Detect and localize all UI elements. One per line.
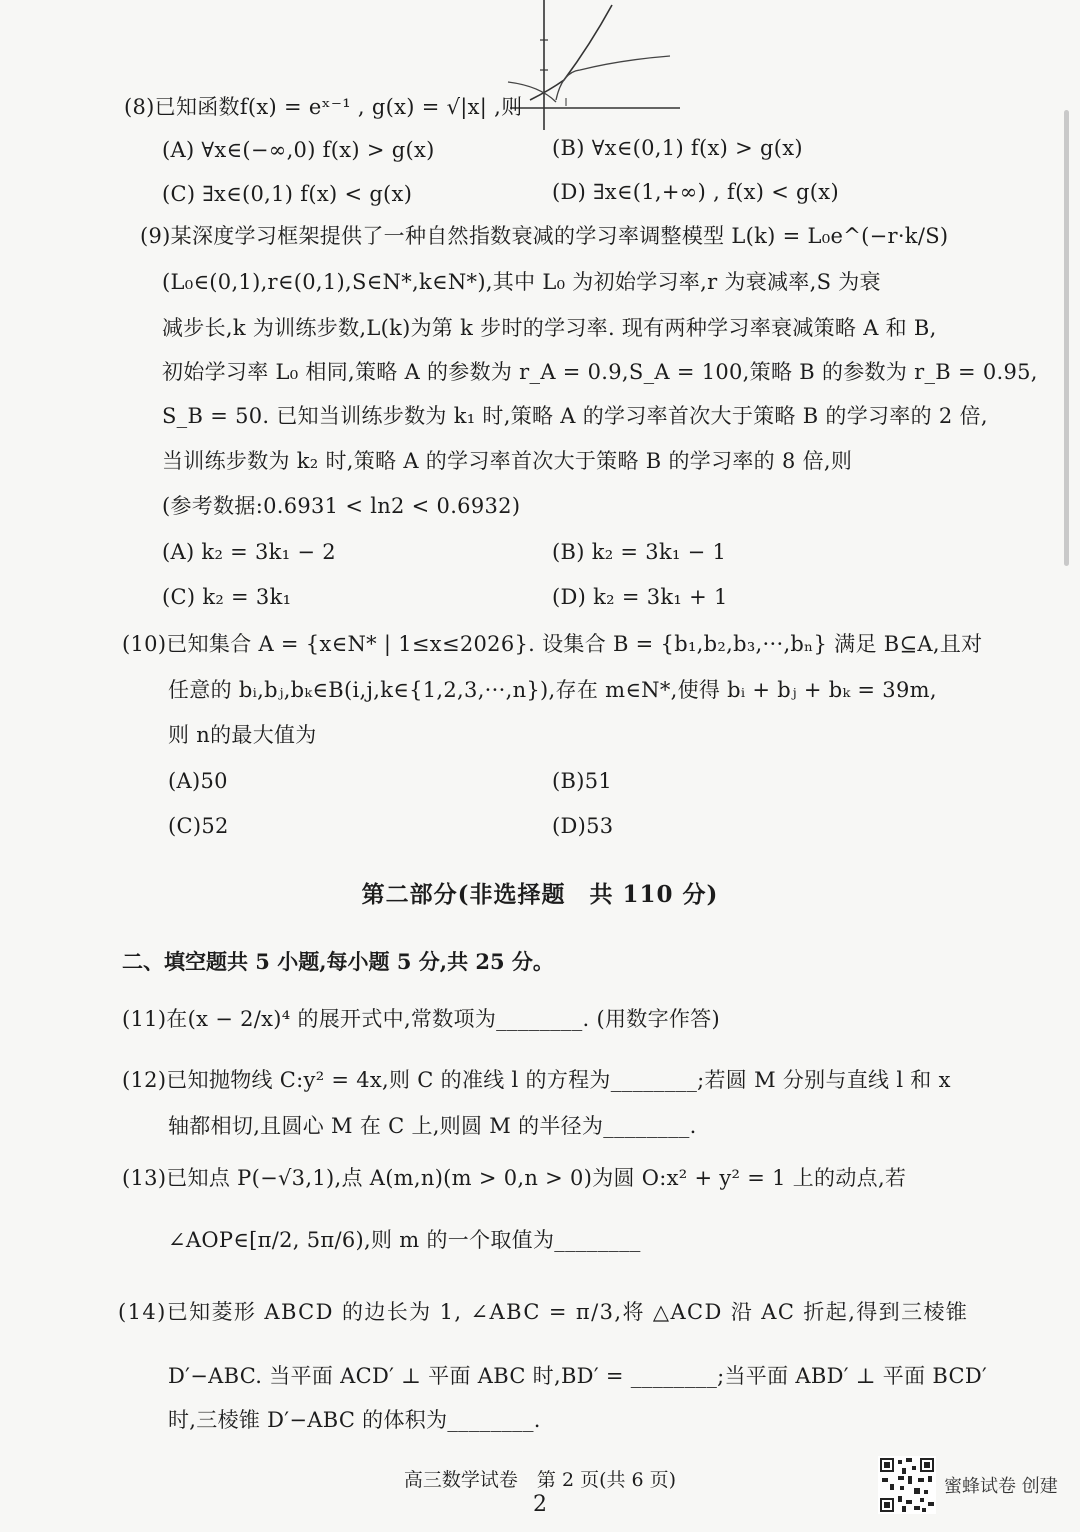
- q8-option-d: (D) ∃x∈(1,+∞) , f(x) < g(x): [552, 180, 839, 204]
- q13-line1: (13)已知点 P(−√3,1),点 A(m,n)(m > 0,n > 0)为圆 O:x² + y² = 1 上的动点,若: [122, 1166, 907, 1190]
- q8-option-a: (A) ∀x∈(−∞,0) f(x) > g(x): [162, 138, 435, 162]
- q10-line2: 任意的 bᵢ,bⱼ,bₖ∈B(i,j,k∈{1,2,3,···,n}),存在 m∈N*,使得 bᵢ + bⱼ + bₖ = 39m,: [168, 678, 937, 702]
- q8-option-c: (C) ∃x∈(0,1) f(x) < g(x): [162, 182, 413, 206]
- q10-option-c: (C)52: [168, 814, 229, 838]
- fill-in-section-title: 二、填空题共 5 小题,每小题 5 分,共 25 分。: [122, 949, 554, 974]
- q14-line3: 时,三棱锥 D′−ABC 的体积为________.: [168, 1408, 541, 1432]
- q9-line1: (9)某深度学习框架提供了一种自然指数衰减的学习率调整模型 L(k) = L₀e^(−r·k/S): [140, 224, 949, 248]
- qr-code-icon: [878, 1456, 936, 1514]
- q13-line2: ∠AOP∈[π/2, 5π/6),则 m 的一个取值为________: [168, 1228, 641, 1252]
- q12-line2: 轴都相切,且圆心 M 在 C 上,则圆 M 的半径为________.: [168, 1114, 697, 1138]
- q10-option-b: (B)51: [552, 769, 613, 793]
- q9-option-a: (A) k₂ = 3k₁ − 2: [162, 540, 336, 564]
- q9-option-b: (B) k₂ = 3k₁ − 1: [552, 540, 727, 564]
- q10-line1: (10)已知集合 A = {x∈N* | 1≤x≤2026}. 设集合 B = {b₁,b₂,b₃,···,bₙ} 满足 B⊆A,且对: [122, 632, 983, 656]
- q14-line2: D′−ABC. 当平面 ACD′ ⊥ 平面 ABC 时,BD′ = ________;当平面 ABD′ ⊥ 平面 BCD′: [168, 1364, 988, 1388]
- q9-line4: 初始学习率 L₀ 相同,策略 A 的参数为 r_A = 0.9,S_A = 100,策略 B 的参数为 r_B = 0.95,: [162, 360, 1038, 384]
- q14-line1: (14)已知菱形 ABCD 的边长为 1, ∠ABC = π/3,将 △ACD 沿 AC 折起,得到三棱锥: [118, 1300, 969, 1324]
- q9-line2: (L₀∈(0,1),r∈(0,1),S∈N*,k∈N*),其中 L₀ 为初始学习率,r 为衰减率,S 为衰: [162, 270, 881, 294]
- page-footer: 高三数学试卷 第 2 页(共 6 页): [403, 1469, 677, 1491]
- q8-stem: (8)已知函数f(x) = eˣ⁻¹ , g(x) = √|x| ,则: [124, 95, 523, 119]
- brand-watermark: 蜜蜂试卷 创建: [944, 1476, 1058, 1497]
- part2-title: 第二部分(非选择题 共 110 分): [361, 881, 719, 908]
- q9-reference: (参考数据:0.6931 < ln2 < 0.6932): [162, 494, 521, 518]
- q9-option-c: (C) k₂ = 3k₁: [162, 585, 292, 609]
- page-number: 2: [533, 1492, 547, 1517]
- scrollbar[interactable]: [1064, 110, 1069, 566]
- q10-option-a: (A)50: [168, 769, 228, 793]
- q9-line6: 当训练步数为 k₂ 时,策略 A 的学习率首次大于策略 B 的学习率的 8 倍,则: [162, 449, 853, 473]
- hand-drawn-graph-icon: [500, 0, 690, 132]
- q11-text: (11)在(x − 2/x)⁴ 的展开式中,常数项为________. (用数字作答): [122, 1007, 720, 1031]
- q10-line3: 则 n的最大值为: [168, 723, 317, 747]
- q9-line5: S_B = 50. 已知当训练步数为 k₁ 时,策略 A 的学习率首次大于策略 B 的学习率的 2 倍,: [162, 404, 988, 428]
- q8-option-b: (B) ∀x∈(0,1) f(x) > g(x): [552, 136, 803, 160]
- q10-option-d: (D)53: [552, 814, 614, 838]
- q9-option-d: (D) k₂ = 3k₁ + 1: [552, 585, 728, 609]
- q12-line1: (12)已知抛物线 C:y² = 4x,则 C 的准线 l 的方程为________;若圆 M 分别与直线 l 和 x: [122, 1068, 951, 1092]
- q9-line3: 减步长,k 为训练步数,L(k)为第 k 步时的学习率. 现有两种学习率衰减策略 A 和 B,: [162, 316, 937, 340]
